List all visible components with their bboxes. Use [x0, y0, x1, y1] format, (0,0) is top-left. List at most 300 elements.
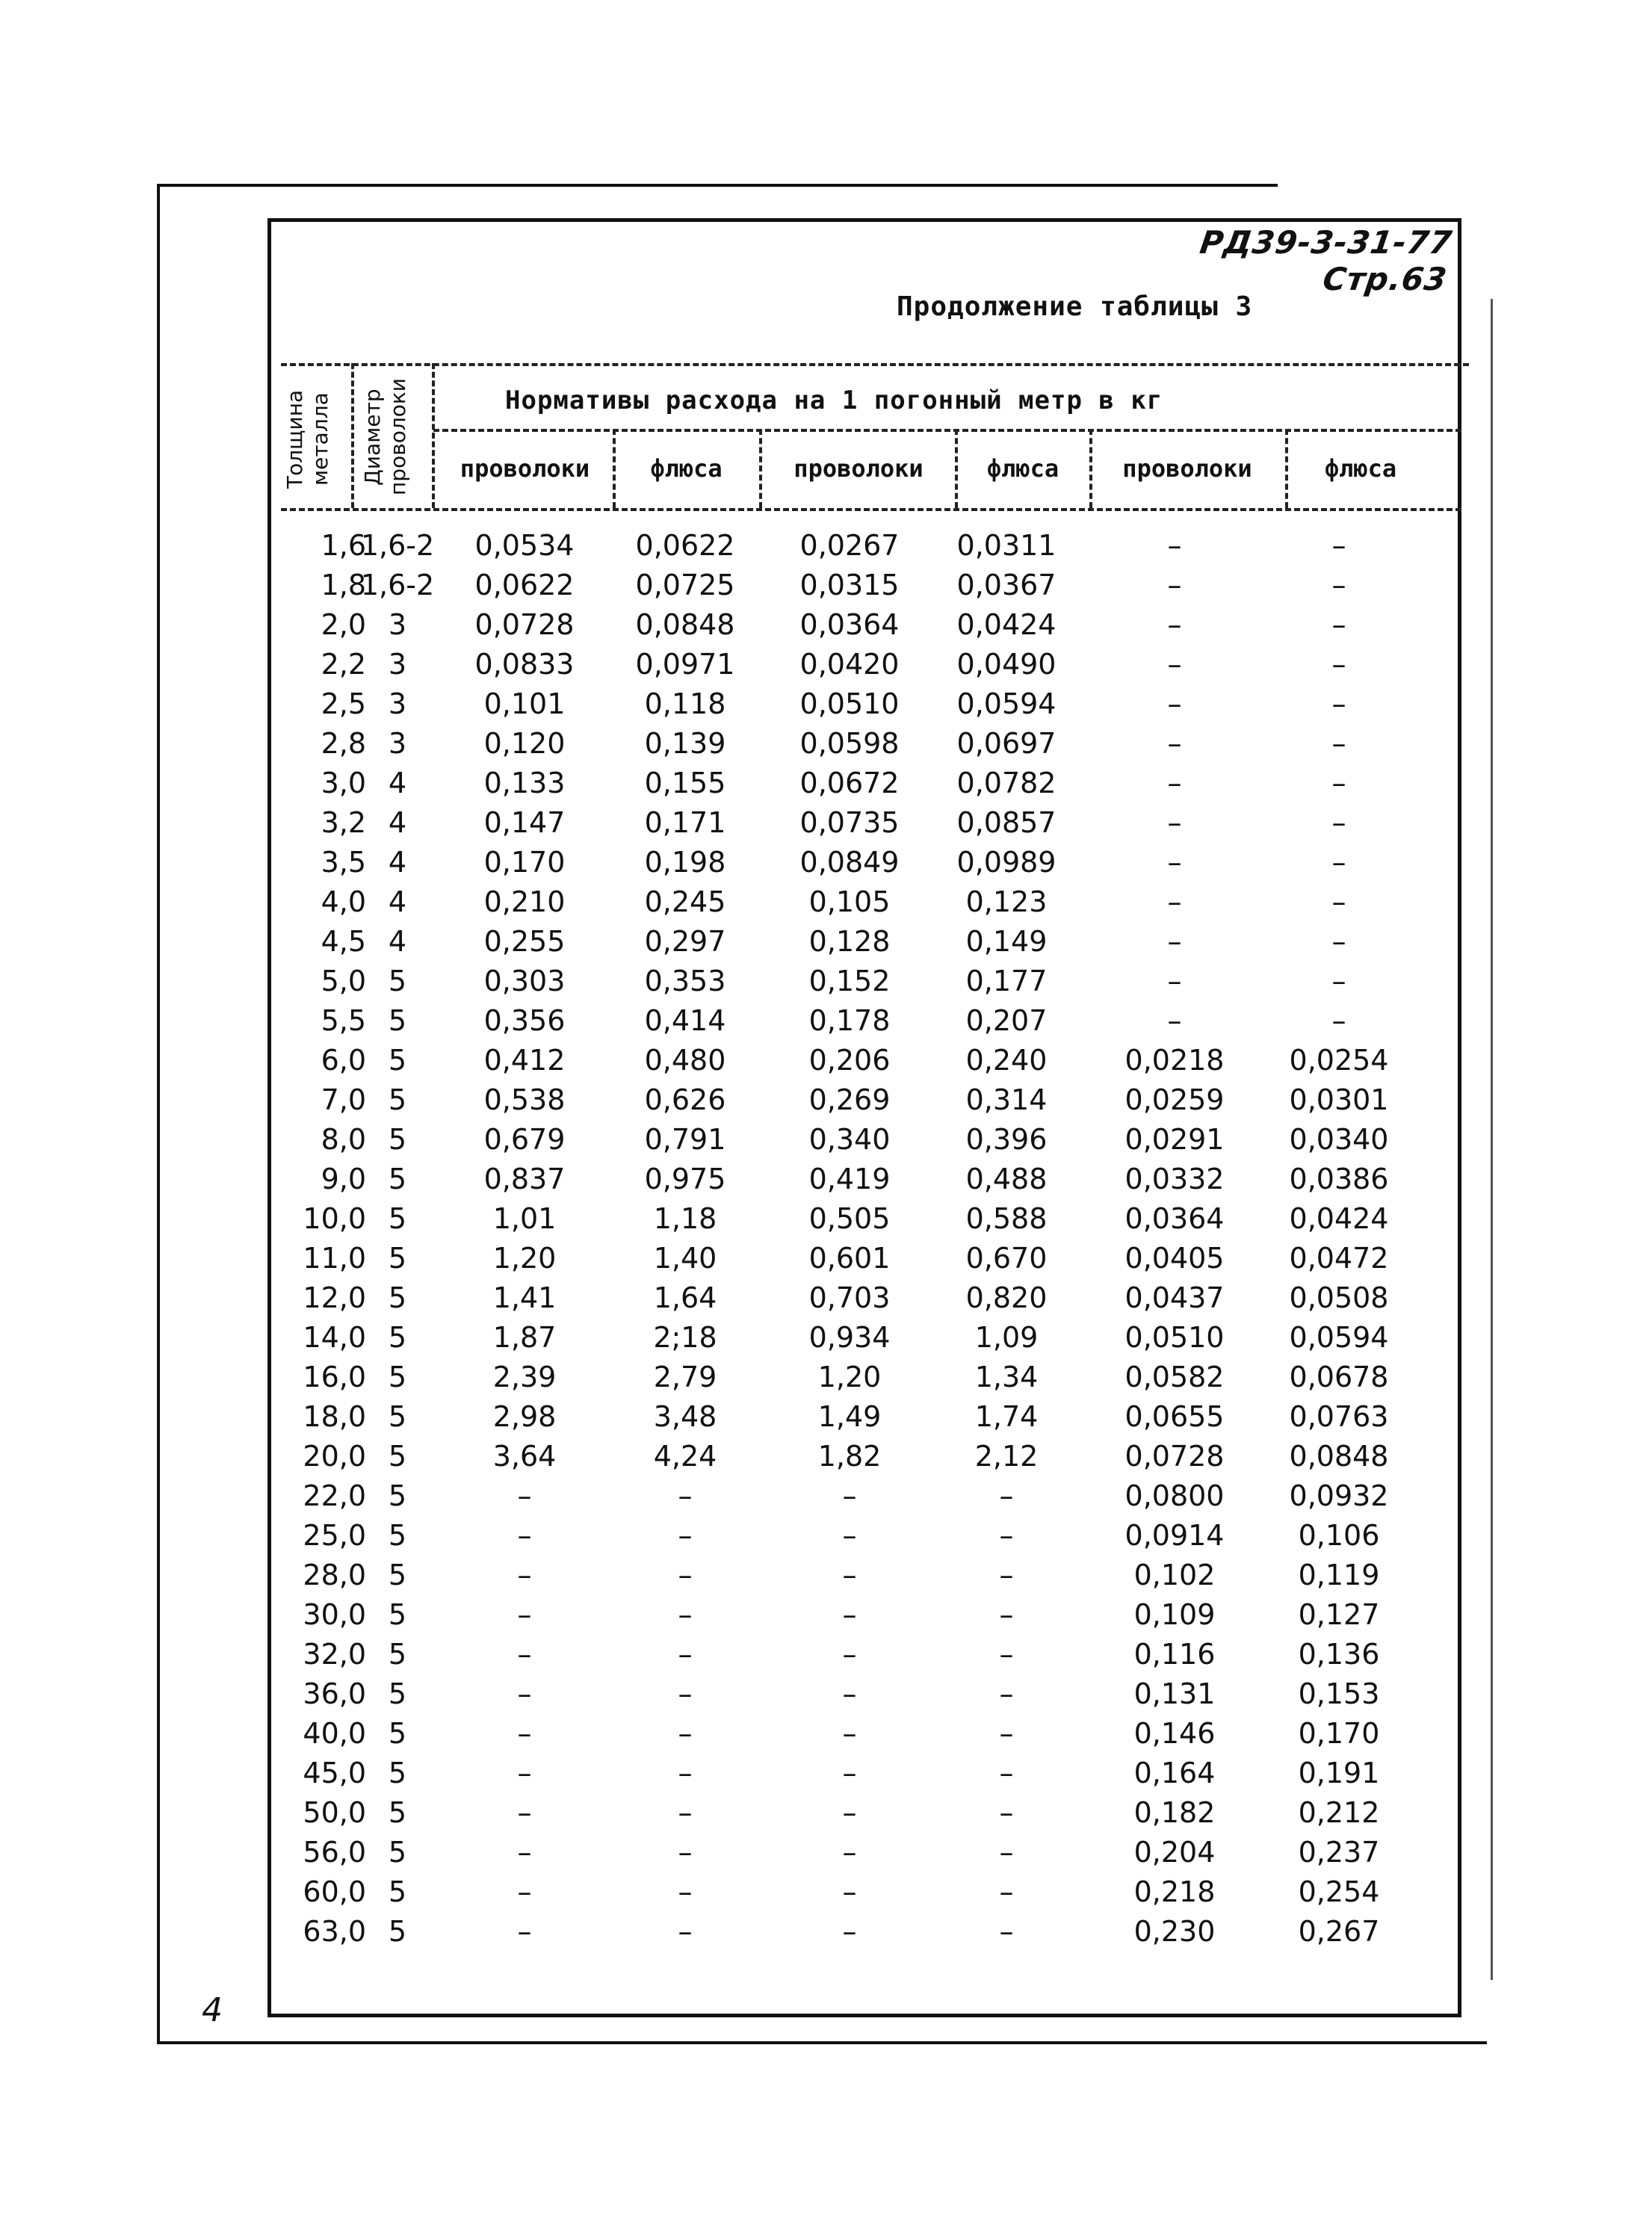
diameter-cell: 5: [388, 1638, 407, 1671]
wire-1-cell: 0,679: [483, 1123, 566, 1156]
wire-2-cell: 0,178: [808, 1004, 891, 1037]
table-row: [270, 1833, 1436, 1872]
flux-1-cell: –: [678, 1559, 693, 1591]
wire-2-cell: 1,82: [817, 1440, 882, 1473]
wire-3-cell: –: [1167, 1004, 1182, 1037]
diameter-cell: 4: [388, 846, 407, 879]
diameter-cell: 5: [388, 1875, 407, 1908]
wire-1-cell: –: [517, 1875, 532, 1908]
wire-2-cell: –: [842, 1598, 857, 1631]
thickness-cell: 36,0: [303, 1677, 366, 1710]
diameter-cell: 5: [388, 1677, 407, 1710]
thickness-cell: 2,8: [321, 727, 366, 760]
table-row: [270, 1160, 1436, 1199]
flux-3-cell: –: [1331, 529, 1346, 562]
flux-2-cell: –: [999, 1638, 1014, 1671]
right-edge-line: [1491, 299, 1493, 1980]
diameter-cell: 5: [388, 1519, 407, 1552]
flux-2-cell: –: [999, 1875, 1014, 1908]
flux-3-cell: –: [1331, 1004, 1346, 1037]
wire-1-cell: 0,210: [483, 885, 566, 918]
flux-1-cell: 0,0622: [635, 529, 735, 562]
subheader-flux-3: флюса: [1324, 454, 1397, 483]
table-row: [270, 566, 1436, 605]
thickness-cell: 1,6: [321, 529, 366, 562]
thickness-cell: 60,0: [303, 1875, 366, 1908]
flux-3-cell: 0,191: [1298, 1757, 1380, 1789]
diameter-cell: 5: [388, 1598, 407, 1631]
diameter-cell: 5: [388, 1479, 407, 1512]
flux-3-cell: –: [1331, 648, 1346, 681]
diameter-cell: 1,6-2: [360, 569, 435, 601]
table-row: [270, 1912, 1436, 1952]
wire-1-cell: –: [517, 1479, 532, 1512]
subheader-flux-1: флюса: [650, 454, 723, 483]
wire-2-cell: 1,49: [817, 1400, 882, 1433]
wire-1-cell: –: [517, 1915, 532, 1948]
flux-3-cell: –: [1331, 925, 1346, 958]
thickness-cell: 28,0: [303, 1559, 366, 1591]
wire-3-cell: 0,0655: [1124, 1400, 1225, 1433]
wire-2-cell: 0,601: [808, 1242, 891, 1275]
diameter-cell: 5: [388, 1757, 407, 1789]
diameter-cell: 5: [388, 1796, 407, 1829]
table-row: [270, 922, 1436, 962]
wire-2-cell: –: [842, 1796, 857, 1829]
diameter-cell: 4: [388, 925, 407, 958]
wire-2-cell: 0,0598: [799, 727, 900, 760]
header-diameter: Диаметр проволоки: [360, 378, 410, 496]
wire-3-cell: 0,0914: [1124, 1519, 1225, 1552]
thickness-cell: 63,0: [303, 1915, 366, 1948]
diameter-cell: 5: [388, 1836, 407, 1869]
wire-2-cell: 0,0510: [799, 687, 900, 720]
flux-2-cell: 0,488: [965, 1163, 1048, 1195]
flux-3-cell: –: [1331, 965, 1346, 997]
wire-3-cell: 0,218: [1133, 1875, 1216, 1908]
wire-3-cell: 0,0800: [1124, 1479, 1225, 1512]
wire-3-cell: –: [1167, 727, 1182, 760]
flux-1-cell: 0,171: [644, 806, 726, 839]
flux-2-cell: 0,0782: [956, 767, 1057, 799]
wire-3-cell: 0,0291: [1124, 1123, 1225, 1156]
flux-1-cell: 0,975: [644, 1163, 726, 1195]
wire-3-cell: 0,0218: [1124, 1044, 1225, 1077]
wire-2-cell: 0,934: [808, 1321, 891, 1354]
wire-2-cell: –: [842, 1519, 857, 1552]
flux-1-cell: 0,0725: [635, 569, 735, 601]
flux-1-cell: 1,40: [653, 1242, 717, 1275]
wire-3-cell: 0,230: [1133, 1915, 1216, 1948]
flux-2-cell: 0,314: [965, 1083, 1048, 1116]
wire-2-cell: 0,0420: [799, 648, 900, 681]
table-row: [270, 1318, 1436, 1358]
table-row: [270, 1754, 1436, 1793]
wire-2-cell: 0,105: [808, 885, 891, 918]
wire-2-cell: 0,703: [808, 1281, 891, 1314]
wire-3-cell: –: [1167, 965, 1182, 997]
table-row: [270, 1397, 1436, 1437]
flux-2-cell: –: [999, 1717, 1014, 1750]
flux-2-cell: 0,240: [965, 1044, 1048, 1077]
table-row: [270, 1001, 1436, 1041]
diameter-cell: 5: [388, 1044, 407, 1077]
flux-3-cell: –: [1331, 687, 1346, 720]
flux-2-cell: 0,123: [965, 885, 1048, 918]
wire-2-cell: –: [842, 1875, 857, 1908]
wire-3-cell: –: [1167, 608, 1182, 641]
thickness-cell: 11,0: [303, 1242, 366, 1275]
table-row: [270, 526, 1436, 566]
thickness-cell: 6,0: [321, 1044, 366, 1077]
wire-1-cell: 1,20: [492, 1242, 557, 1275]
diameter-cell: 4: [388, 806, 407, 839]
flux-3-cell: –: [1331, 846, 1346, 879]
wire-2-cell: 0,505: [808, 1202, 891, 1235]
thickness-cell: 1,8: [321, 569, 366, 601]
table-row: [270, 1714, 1436, 1754]
diameter-cell: 1,6-2: [360, 529, 435, 562]
thickness-cell: 16,0: [303, 1361, 366, 1393]
wire-1-cell: 3,64: [492, 1440, 557, 1473]
flux-3-cell: 0,127: [1298, 1598, 1380, 1631]
thickness-cell: 30,0: [303, 1598, 366, 1631]
flux-1-cell: 2,79: [653, 1361, 717, 1393]
wire-1-cell: –: [517, 1598, 532, 1631]
flux-2-cell: 0,0490: [956, 648, 1057, 681]
diameter-cell: 5: [388, 1123, 407, 1156]
flux-3-cell: 0,0424: [1289, 1202, 1389, 1235]
flux-3-cell: 0,267: [1298, 1915, 1380, 1948]
page-marker: 4: [202, 1991, 223, 2029]
wire-3-cell: 0,204: [1133, 1836, 1216, 1869]
header-divider-2: [432, 363, 435, 508]
flux-2-cell: 0,0367: [956, 569, 1057, 601]
flux-1-cell: –: [678, 1519, 693, 1552]
wire-3-cell: 0,116: [1133, 1638, 1216, 1671]
diameter-cell: 3: [388, 608, 407, 641]
thickness-cell: 2,2: [321, 648, 366, 681]
thickness-cell: 50,0: [303, 1796, 366, 1829]
flux-3-cell: 0,212: [1298, 1796, 1380, 1829]
flux-3-cell: –: [1331, 767, 1346, 799]
flux-1-cell: –: [678, 1598, 693, 1631]
flux-1-cell: 4,24: [653, 1440, 717, 1473]
table-row: [270, 803, 1436, 843]
thickness-cell: 3,2: [321, 806, 366, 839]
wire-2-cell: 0,0849: [799, 846, 900, 879]
thickness-cell: 25,0: [303, 1519, 366, 1552]
flux-3-cell: –: [1331, 569, 1346, 601]
flux-3-cell: 0,119: [1298, 1559, 1380, 1591]
wire-1-cell: 0,133: [483, 767, 566, 799]
wire-3-cell: 0,0332: [1124, 1163, 1225, 1195]
flux-2-cell: –: [999, 1559, 1014, 1591]
flux-2-cell: 0,670: [965, 1242, 1048, 1275]
flux-3-cell: –: [1331, 806, 1346, 839]
thickness-cell: 5,0: [321, 965, 366, 997]
thickness-cell: 3,0: [321, 767, 366, 799]
flux-3-cell: 0,0472: [1289, 1242, 1389, 1275]
header-mid-dash: [433, 429, 1461, 432]
wire-2-cell: 0,340: [808, 1123, 891, 1156]
flux-3-cell: 0,170: [1298, 1717, 1380, 1750]
table-row: [270, 1872, 1436, 1912]
diameter-cell: 5: [388, 1559, 407, 1591]
flux-3-cell: 0,0678: [1289, 1361, 1389, 1393]
table-row: [270, 1120, 1436, 1160]
flux-2-cell: –: [999, 1519, 1014, 1552]
diameter-cell: 3: [388, 648, 407, 681]
flux-1-cell: 0,139: [644, 727, 726, 760]
wire-1-cell: 0,412: [483, 1044, 566, 1077]
table-row: [270, 1199, 1436, 1239]
wire-3-cell: –: [1167, 767, 1182, 799]
wire-3-cell: –: [1167, 569, 1182, 601]
diameter-cell: 5: [388, 1361, 407, 1393]
subheader-wire-1: проволоки: [460, 454, 590, 483]
wire-2-cell: 0,419: [808, 1163, 891, 1195]
wire-3-cell: –: [1167, 806, 1182, 839]
flux-1-cell: 0,626: [644, 1083, 726, 1116]
table-row: [270, 645, 1436, 684]
document-code: РД39-3-31-77 Стр.63: [1197, 224, 1455, 297]
table-row: [270, 1041, 1436, 1080]
thickness-cell: 4,5: [321, 925, 366, 958]
flux-2-cell: –: [999, 1836, 1014, 1869]
diameter-cell: 4: [388, 885, 407, 918]
flux-1-cell: –: [678, 1677, 693, 1710]
flux-1-cell: 0,480: [644, 1044, 726, 1077]
diameter-cell: 5: [388, 1004, 407, 1037]
table-row: [270, 684, 1436, 724]
table-row: [270, 1674, 1436, 1714]
thickness-cell: 9,0: [321, 1163, 366, 1195]
flux-3-cell: 0,0340: [1289, 1123, 1389, 1156]
table-caption: Продолжение таблицы 3: [897, 291, 1253, 322]
thickness-cell: 2,5: [321, 687, 366, 720]
diameter-cell: 3: [388, 687, 407, 720]
outer-top-line: [157, 184, 1278, 187]
table-row: [270, 1080, 1436, 1120]
wire-3-cell: 0,146: [1133, 1717, 1216, 1750]
header-thickness: Толщина металла: [282, 389, 332, 489]
flux-3-cell: 0,0301: [1289, 1083, 1389, 1116]
wire-1-cell: 0,0622: [474, 569, 575, 601]
wire-3-cell: 0,0728: [1124, 1440, 1225, 1473]
flux-3-cell: –: [1331, 608, 1346, 641]
wire-2-cell: –: [842, 1915, 857, 1948]
flux-3-cell: 0,237: [1298, 1836, 1380, 1869]
flux-1-cell: –: [678, 1796, 693, 1829]
flux-2-cell: 0,396: [965, 1123, 1048, 1156]
diameter-cell: 5: [388, 1321, 407, 1354]
wire-1-cell: 1,87: [492, 1321, 557, 1354]
flux-1-cell: 1,64: [653, 1281, 717, 1314]
flux-3-cell: 0,254: [1298, 1875, 1380, 1908]
flux-3-cell: 0,106: [1298, 1519, 1380, 1552]
wire-1-cell: 1,01: [492, 1202, 557, 1235]
wire-3-cell: 0,0364: [1124, 1202, 1225, 1235]
wire-1-cell: –: [517, 1519, 532, 1552]
flux-1-cell: –: [678, 1757, 693, 1789]
wire-1-cell: 1,41: [492, 1281, 557, 1314]
header-bottom-dash: [281, 508, 1461, 511]
thickness-cell: 14,0: [303, 1321, 366, 1354]
wire-2-cell: 0,0364: [799, 608, 900, 641]
flux-2-cell: 0,588: [965, 1202, 1048, 1235]
header-divider-4: [759, 429, 762, 508]
thickness-cell: 2,0: [321, 608, 366, 641]
flux-3-cell: –: [1331, 727, 1346, 760]
thickness-cell: 22,0: [303, 1479, 366, 1512]
flux-2-cell: –: [999, 1796, 1014, 1829]
header-divider-5: [955, 429, 958, 508]
wire-1-cell: –: [517, 1677, 532, 1710]
table-row: [270, 605, 1436, 645]
wire-2-cell: –: [842, 1757, 857, 1789]
wire-2-cell: 0,152: [808, 965, 891, 997]
flux-3-cell: 0,0594: [1289, 1321, 1389, 1354]
flux-2-cell: 2,12: [974, 1440, 1039, 1473]
flux-2-cell: 0,0311: [956, 529, 1057, 562]
wire-2-cell: 0,0267: [799, 529, 900, 562]
flux-2-cell: 0,149: [965, 925, 1048, 958]
header-divider-6: [1089, 429, 1092, 508]
flux-1-cell: 0,245: [644, 885, 726, 918]
diameter-cell: 5: [388, 1717, 407, 1750]
wire-2-cell: 0,0315: [799, 569, 900, 601]
subheader-wire-3: проволоки: [1122, 454, 1252, 483]
flux-3-cell: 0,0763: [1289, 1400, 1389, 1433]
flux-2-cell: 1,74: [974, 1400, 1039, 1433]
norms-title: Нормативы расхода на 1 погонный метр в кг: [505, 386, 1163, 415]
wire-3-cell: 0,0437: [1124, 1281, 1225, 1314]
header-divider-7: [1285, 429, 1288, 508]
wire-3-cell: 0,164: [1133, 1757, 1216, 1789]
diameter-cell: 5: [388, 1281, 407, 1314]
table-row: [270, 724, 1436, 764]
outer-left-line: [157, 184, 160, 2044]
table-row: [270, 1437, 1436, 1476]
flux-1-cell: 0,414: [644, 1004, 726, 1037]
flux-1-cell: 0,155: [644, 767, 726, 799]
wire-1-cell: 0,170: [483, 846, 566, 879]
flux-2-cell: 0,820: [965, 1281, 1048, 1314]
flux-1-cell: –: [678, 1638, 693, 1671]
table-row: [270, 1556, 1436, 1595]
flux-1-cell: 0,198: [644, 846, 726, 879]
flux-3-cell: 0,0508: [1289, 1281, 1389, 1314]
diameter-cell: 5: [388, 1400, 407, 1433]
thickness-cell: 10,0: [303, 1202, 366, 1235]
thickness-cell: 32,0: [303, 1638, 366, 1671]
wire-2-cell: –: [842, 1479, 857, 1512]
wire-1-cell: –: [517, 1836, 532, 1869]
wire-1-cell: –: [517, 1638, 532, 1671]
diameter-cell: 4: [388, 767, 407, 799]
flux-2-cell: 0,0989: [956, 846, 1057, 879]
wire-2-cell: 1,20: [817, 1361, 882, 1393]
wire-2-cell: 0,269: [808, 1083, 891, 1116]
wire-3-cell: –: [1167, 925, 1182, 958]
wire-1-cell: 0,0728: [474, 608, 575, 641]
flux-2-cell: 1,34: [974, 1361, 1039, 1393]
wire-1-cell: –: [517, 1757, 532, 1789]
wire-3-cell: –: [1167, 529, 1182, 562]
header-top-dash: [281, 363, 1469, 366]
diameter-cell: 5: [388, 1163, 407, 1195]
flux-2-cell: –: [999, 1598, 1014, 1631]
wire-3-cell: 0,131: [1133, 1677, 1216, 1710]
flux-2-cell: –: [999, 1479, 1014, 1512]
flux-1-cell: –: [678, 1836, 693, 1869]
flux-1-cell: 3,48: [653, 1400, 717, 1433]
thickness-cell: 40,0: [303, 1717, 366, 1750]
flux-2-cell: 0,177: [965, 965, 1048, 997]
thickness-cell: 5,5: [321, 1004, 366, 1037]
wire-2-cell: –: [842, 1717, 857, 1750]
wire-1-cell: –: [517, 1559, 532, 1591]
thickness-cell: 56,0: [303, 1836, 366, 1869]
wire-1-cell: 0,303: [483, 965, 566, 997]
thickness-cell: 12,0: [303, 1281, 366, 1314]
flux-1-cell: –: [678, 1479, 693, 1512]
flux-2-cell: 0,0594: [956, 687, 1057, 720]
subheader-flux-2: флюса: [986, 454, 1059, 483]
flux-3-cell: 0,0254: [1289, 1044, 1389, 1077]
wire-1-cell: –: [517, 1796, 532, 1829]
flux-2-cell: 0,207: [965, 1004, 1048, 1037]
flux-2-cell: 0,0424: [956, 608, 1057, 641]
wire-1-cell: 0,101: [483, 687, 566, 720]
flux-2-cell: –: [999, 1757, 1014, 1789]
wire-1-cell: 0,255: [483, 925, 566, 958]
wire-2-cell: –: [842, 1836, 857, 1869]
flux-1-cell: –: [678, 1717, 693, 1750]
wire-1-cell: 0,120: [483, 727, 566, 760]
wire-1-cell: –: [517, 1717, 532, 1750]
wire-1-cell: 0,147: [483, 806, 566, 839]
diameter-cell: 5: [388, 965, 407, 997]
flux-3-cell: 0,0386: [1289, 1163, 1389, 1195]
flux-3-cell: 0,0848: [1289, 1440, 1389, 1473]
wire-2-cell: –: [842, 1559, 857, 1591]
wire-3-cell: 0,102: [1133, 1559, 1216, 1591]
flux-1-cell: 0,0971: [635, 648, 735, 681]
wire-2-cell: 0,0735: [799, 806, 900, 839]
flux-1-cell: 0,0848: [635, 608, 735, 641]
wire-1-cell: 2,39: [492, 1361, 557, 1393]
thickness-cell: 3,5: [321, 846, 366, 879]
table-row: [270, 764, 1436, 803]
thickness-cell: 7,0: [321, 1083, 366, 1116]
flux-1-cell: –: [678, 1915, 693, 1948]
wire-3-cell: 0,109: [1133, 1598, 1216, 1631]
wire-1-cell: 0,837: [483, 1163, 566, 1195]
diameter-cell: 5: [388, 1242, 407, 1275]
flux-3-cell: 0,0932: [1289, 1479, 1389, 1512]
table-row: [270, 1595, 1436, 1635]
table-row: [270, 1358, 1436, 1397]
flux-1-cell: 1,18: [653, 1202, 717, 1235]
wire-3-cell: 0,0582: [1124, 1361, 1225, 1393]
flux-2-cell: –: [999, 1677, 1014, 1710]
thickness-cell: 45,0: [303, 1757, 366, 1789]
diameter-cell: 3: [388, 727, 407, 760]
thickness-cell: 4,0: [321, 885, 366, 918]
flux-3-cell: 0,136: [1298, 1638, 1380, 1671]
